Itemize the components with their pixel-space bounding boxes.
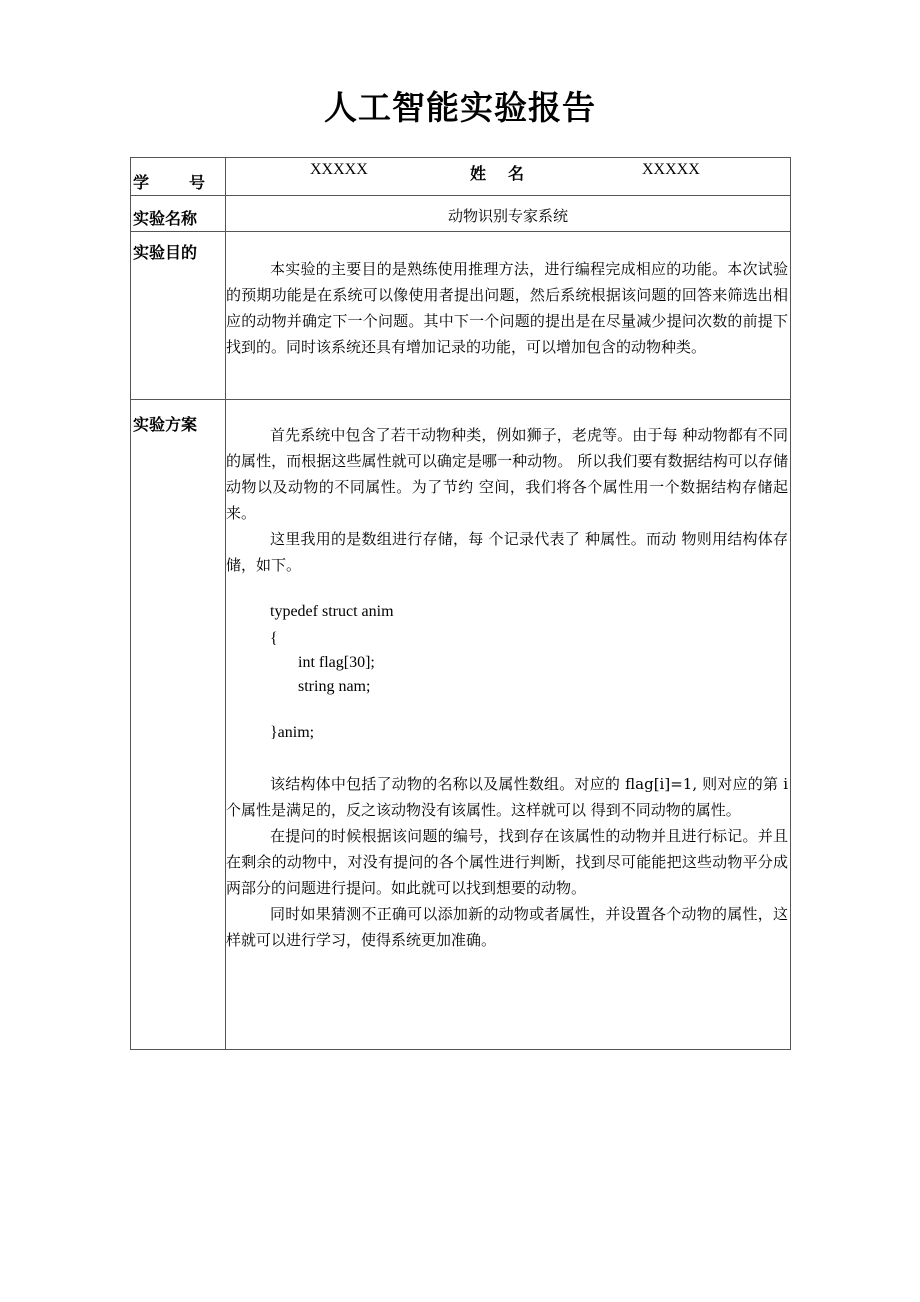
plan-paragraph-3: 该结构体中包括了动物的名称以及属性数组。对应的 flag[i]=1, 则对应的第 i 个属性是满足的，反之该动物没有该属性。这样就可以 得到不同动物的属性。 — [226, 775, 788, 819]
report-table — [130, 157, 791, 1050]
student-id-value: XXXXX — [310, 161, 368, 178]
plan-paragraph-2: 这里我用的是数组进行存储，每 个记录代表了 种属性。而动 物则用结构体存储，如下。 — [226, 530, 788, 574]
plan-cell — [226, 400, 791, 1050]
plan-label: 实验方案 — [133, 415, 198, 434]
purpose-paragraph: 本实验的主要目的是熟练使用推理方法，进行编程完成相应的功能。本次试验的预期功能是在系统可以像使用者提出问题，然后系统根据该问题的回答来筛选出相应的动物并确定下一个问题。其中下一个问题的提出是在尽量减少提问次数的前提下找到的。同时该系统还具有增加记录的功能，可以增加包含的动物种类。 — [226, 260, 788, 356]
experiment-name-value: 动物识别专家系统 — [447, 207, 568, 225]
experiment-name-label: 实验名称 — [133, 209, 198, 228]
student-id-label-char-1: 学 — [133, 173, 150, 192]
experiment-name-row — [131, 196, 791, 232]
code-line: typedef struct anim — [270, 603, 394, 620]
report-title: 人工智能实验报告 — [324, 88, 596, 127]
plan-paragraph-4: 在提问的时候根据该问题的编号，找到存在该属性的动物并且进行标记。并且在剩余的动物中，对没有提问的各个属性进行判断，找到尽可能能把这些动物平分成两部分的问题进行提问。如此就可以找到想要的动物。 — [226, 827, 788, 897]
code-line: string nam; — [298, 678, 371, 695]
purpose-row — [131, 232, 791, 400]
purpose-label-cell — [131, 232, 226, 400]
student-id-label — [133, 158, 205, 193]
student-info-cell — [226, 158, 791, 196]
plan-paragraph-5: 同时如果猜测不正确可以添加新的动物或者属性，并设置各个动物的属性，这样就可以进行学习，使得系统更加准确。 — [226, 905, 788, 949]
experiment-name-label-cell — [131, 196, 226, 232]
student-info-row — [131, 158, 791, 196]
student-id-label-cell — [131, 158, 226, 196]
code-line: }anim; — [270, 724, 315, 741]
purpose-label: 实验目的 — [133, 243, 198, 262]
student-id-label-char-2: 号 — [188, 173, 205, 192]
student-name-value: XXXXX — [642, 161, 700, 178]
code-line: int flag[30]; — [298, 654, 375, 671]
experiment-name-cell — [226, 196, 791, 232]
plan-label-cell — [131, 400, 226, 1050]
code-block — [270, 600, 790, 745]
code-line: { — [270, 630, 278, 647]
purpose-cell — [226, 232, 791, 400]
plan-paragraph-1: 首先系统中包含了若干动物种类，例如狮子，老虎等。由于每 种动物都有不同的属性，而根据这些属性就可以确定是哪一种动物。 所以我们要有数据结构可以存储动物以及动物的不同属性。为了节约 空间，我们将各个属性用一个数据结构存储起来。 — [226, 426, 788, 522]
plan-row — [131, 400, 791, 1050]
name-label: 姓名 — [470, 164, 547, 183]
